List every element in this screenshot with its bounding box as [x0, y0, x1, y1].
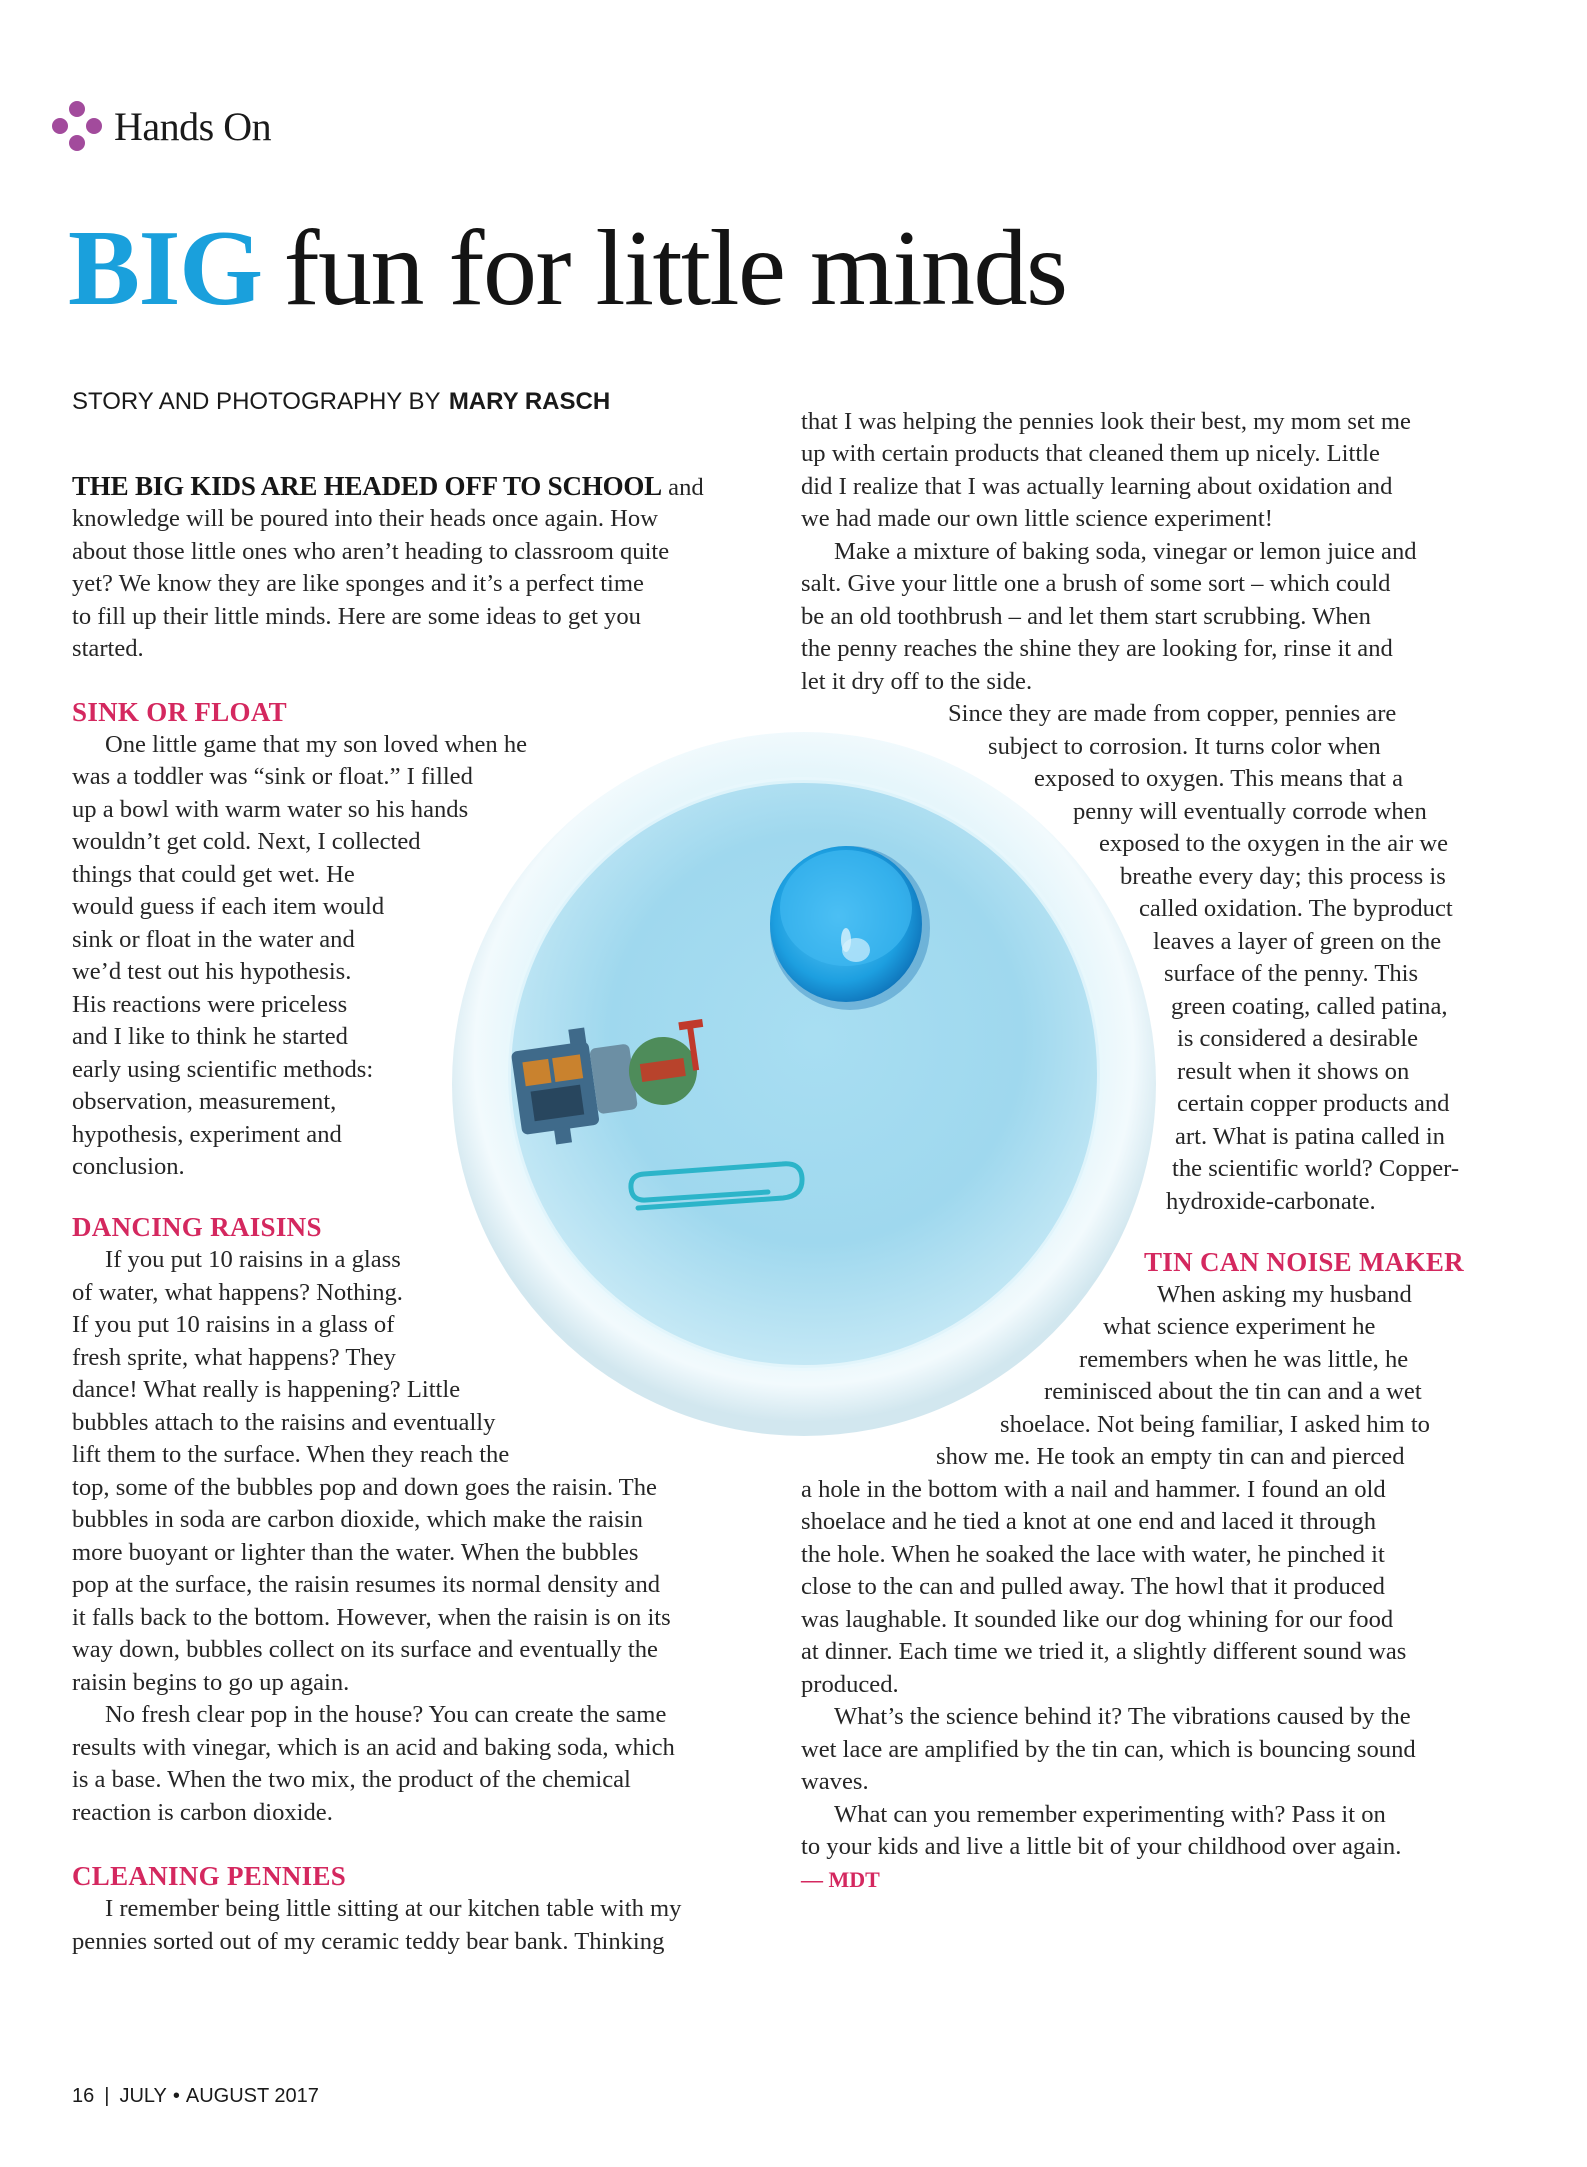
body-line: wet lace are amplified by the tin can, which is bouncing sound — [801, 1736, 1416, 1763]
body-line: was laughable. It sounded like our dog whining for our food — [801, 1606, 1394, 1633]
body-line: breathe every day; this process is — [1120, 863, 1446, 890]
section-header — [50, 96, 271, 156]
byline-author: MARY RASCH — [448, 388, 611, 415]
body-line: dance! What really is happening? Little — [72, 1376, 461, 1403]
body-line: be an old toothbrush – and let them start scrubbing. When — [801, 603, 1371, 630]
body-line: fresh sprite, what happens? They — [72, 1344, 396, 1371]
subhead-dancing-raisins: DANCING RAISINS — [72, 1212, 322, 1242]
body-line: Since they are made from copper, pennies are — [948, 700, 1397, 727]
body-line: reaction is carbon dioxide. — [72, 1799, 333, 1826]
body-line: leaves a layer of green on the — [1153, 928, 1442, 955]
signoff: — MDT — [801, 1867, 880, 1892]
subhead-tin-can-noise-maker: TIN CAN NOISE MAKER — [1144, 1247, 1464, 1277]
body-line: remembers when he was little, he — [1079, 1346, 1409, 1373]
body-line: things that could get wet. He — [72, 861, 355, 888]
body-line: subject to corrosion. It turns color when — [988, 733, 1381, 760]
subhead-cleaning-pennies: CLEANING PENNIES — [72, 1861, 347, 1891]
body-line: No fresh clear pop in the house? You can create the same — [105, 1701, 667, 1728]
body-line: pennies sorted out of my ceramic teddy bear bank. Thinking — [72, 1928, 665, 1955]
body-line: that I was helping the pennies look their best, my mom set me — [801, 408, 1411, 435]
page-number: 16 — [72, 2085, 95, 2107]
footer-separator: | — [104, 2085, 110, 2107]
body-line: at dinner. Each time we tried it, a slightly different sound was — [801, 1638, 1407, 1665]
body-line: the penny reaches the shine they are looking for, rinse it and — [801, 635, 1393, 662]
body-line: bubbles attach to the raisins and eventually — [72, 1409, 496, 1436]
body-line: way down, bubbles collect on its surface and eventually the — [72, 1636, 658, 1663]
body-line: of water, what happens? Nothing. — [72, 1279, 403, 1306]
subhead-sink-or-float: SINK OR FLOAT — [72, 697, 287, 727]
body-line: early using scientific methods: — [72, 1056, 374, 1083]
body-line: His reactions were priceless — [72, 991, 348, 1018]
body-line: If you put 10 raisins in a glass — [105, 1246, 401, 1273]
flower-icon — [50, 99, 104, 153]
byline — [72, 388, 610, 416]
body-line: called oxidation. The byproduct — [1139, 895, 1453, 922]
body-line: observation, measurement, — [72, 1088, 337, 1115]
body-line: hydroxide-carbonate. — [1166, 1188, 1376, 1215]
body-line: more buoyant or lighter than the water. When the bubbles — [72, 1539, 639, 1566]
body-line: certain copper products and — [1177, 1090, 1450, 1117]
body-line: we’d test out his hypothesis. — [72, 958, 352, 985]
section-label: Hands On — [114, 103, 272, 149]
body-line: raisin begins to go up again. — [72, 1669, 350, 1696]
bowl-photo — [448, 728, 1160, 1440]
body-line: knowledge will be poured into their heads once again. How — [72, 505, 658, 532]
footer-bullet: • — [172, 2085, 180, 2107]
body-line: reminisced about the tin can and a wet — [1044, 1378, 1422, 1405]
page-footer — [72, 2085, 319, 2108]
body-line: waves. — [801, 1768, 869, 1795]
intro-lead: THE BIG KIDS ARE HEADED OFF TO SCHOOL — [72, 471, 662, 501]
body-line: the hole. When he soaked the lace with water, he pinched it — [801, 1541, 1385, 1568]
body-line: started. — [72, 635, 144, 662]
body-line: yet? We know they are like sponges and it’s a perfect time — [72, 570, 644, 597]
body-line: the scientific world? Copper- — [1172, 1155, 1460, 1182]
body-line: to fill up their little minds. Here are some ideas to get you — [72, 603, 641, 630]
body-line: top, some of the bubbles pop and down goes the raisin. The — [72, 1474, 657, 1501]
title-highlight: BIG — [68, 209, 262, 328]
body-line: and I like to think he started — [72, 1023, 348, 1050]
body-line: Make a mixture of baking soda, vinegar or lemon juice and — [834, 538, 1417, 565]
body-line: would guess if each item would — [72, 893, 385, 920]
body-line: show me. He took an empty tin can and pierced — [936, 1443, 1405, 1470]
body-line: did I realize that I was actually learning about oxidation and — [801, 473, 1393, 500]
body-line: wouldn’t get cold. Next, I collected — [72, 828, 421, 855]
body-line: a hole in the bottom with a nail and hammer. I found an old — [801, 1476, 1386, 1503]
body-line: close to the can and pulled away. The howl that it produced — [801, 1573, 1385, 1600]
body-line: hypothesis, experiment and — [72, 1121, 342, 1148]
body-line: results with vinegar, which is an acid and baking soda, which — [72, 1734, 675, 1761]
body-line: One little game that my son loved when he — [105, 731, 528, 758]
bottle-cap — [770, 846, 930, 1010]
body-line: to your kids and live a little bit of your childhood over again. — [801, 1833, 1402, 1860]
body-line: produced. — [801, 1671, 899, 1698]
body-line: what science experiment he — [1103, 1313, 1376, 1340]
body-line: When asking my husband — [1157, 1281, 1412, 1308]
body-line: What can you remember experimenting with? Pass it on — [834, 1801, 1386, 1828]
body-line: it falls back to the bottom. However, when the raisin is on its — [72, 1604, 671, 1631]
body-line: result when it shows on — [1177, 1058, 1410, 1085]
body-line: If you put 10 raisins in a glass of — [72, 1311, 395, 1338]
body-line: salt. Give your little one a brush of some sort – which could — [801, 570, 1391, 597]
body-line: What’s the science behind it? The vibrations caused by the — [834, 1703, 1411, 1730]
footer-month-1: JULY — [119, 2085, 167, 2107]
body-line: conclusion. — [72, 1153, 185, 1180]
byline-prefix: STORY AND PHOTOGRAPHY BY — [72, 388, 441, 415]
footer-month-2: AUGUST 2017 — [185, 2085, 319, 2107]
article-title — [68, 210, 1066, 329]
body-line: let it dry off to the side. — [801, 668, 1033, 695]
body-line: is a base. When the two mix, the product of the chemical — [72, 1766, 631, 1793]
body-line: surface of the penny. This — [1164, 960, 1419, 987]
body-line: lift them to the surface. When they reach the — [72, 1441, 510, 1468]
body-line: sink or float in the water and — [72, 926, 355, 953]
body-line: pop at the surface, the raisin resumes its normal density and — [72, 1571, 661, 1598]
body-line: bubbles in soda are carbon dioxide, which make the raisin — [72, 1506, 643, 1533]
body-line: is considered a desirable — [1177, 1025, 1419, 1052]
body-line: exposed to oxygen. This means that a — [1034, 765, 1404, 792]
intro-paragraph-line: THE BIG KIDS ARE HEADED OFF TO SCHOOL and — [72, 471, 704, 501]
body-line: up with certain products that cleaned them up nicely. Little — [801, 440, 1380, 467]
body-line: penny will eventually corrode when — [1073, 798, 1427, 825]
title-rest: fun for little minds — [283, 209, 1067, 328]
body-line: shoelace. Not being familiar, I asked him to — [1000, 1411, 1430, 1438]
body-line: about those little ones who aren’t heading to classroom quite — [72, 538, 670, 565]
body-line: I remember being little sitting at our kitchen table with my — [105, 1895, 682, 1922]
body-line: green coating, called patina, — [1171, 993, 1448, 1020]
body-line: was a toddler was “sink or float.” I filled — [72, 763, 473, 790]
body-line: exposed to the oxygen in the air we — [1099, 830, 1448, 857]
body-line: up a bowl with warm water so his hands — [72, 796, 469, 823]
body-line: shoelace and he tied a knot at one end and laced it through — [801, 1508, 1377, 1535]
body-line: we had made our own little science experiment! — [801, 505, 1273, 532]
body-line: art. What is patina called in — [1175, 1123, 1445, 1150]
